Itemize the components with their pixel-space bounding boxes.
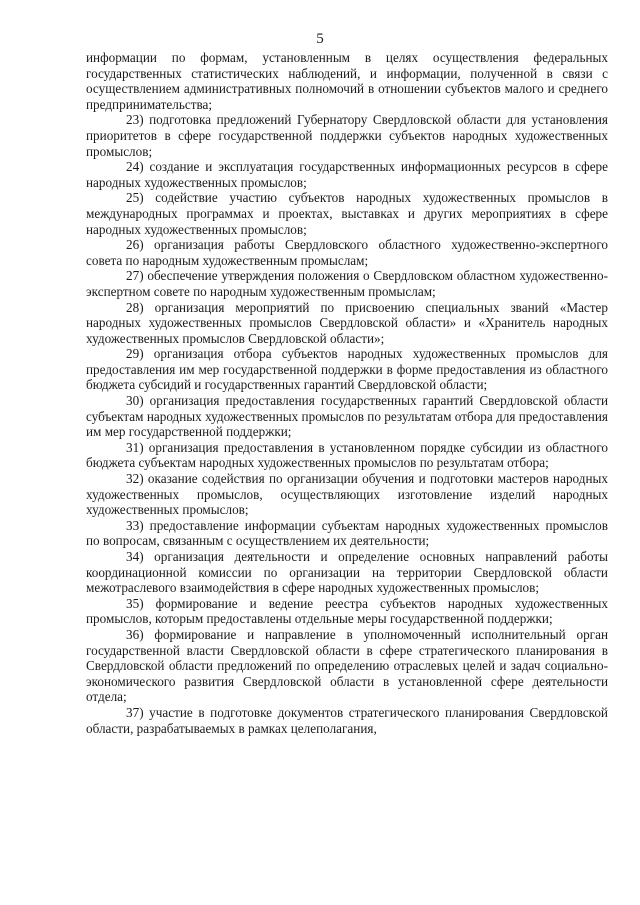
list-item-35: 35) формирование и ведение реестра субъектов народных художественных промыслов, которым предоставлены отдельные меры государственной поддержки; <box>86 595 608 627</box>
list-item-24: 24) создание и эксплуатация государственных информационных ресурсов в сфере народных художественных промыслов; <box>86 159 608 190</box>
list-item-29: 29) организация отбора субъектов народных художественных промыслов для предоставления им мер государственной поддержки в форме предоставления из областного бюджета субсидий и государственных гарантий Свердловской области; <box>86 346 608 393</box>
list-item-25: 25) содействие участию субъектов народных художественных промыслов в международных программах и проектах, выставках и других мероприятиях в сфере народных художественных промыслов; <box>86 190 608 237</box>
list-item-27: 27) обеспечение утверждения положения о Свердловском областном художественно-экспертном совете по народным художественным промыслам; <box>86 268 608 299</box>
list-item-31: 31) организация предоставления в установленном порядке субсидии из областного бюджета субъектам народных художественных промыслов по результатам отбора; <box>86 439 608 471</box>
list-item-26: 26) организация работы Свердловского областного художественно-экспертного совета по народным художественным промыслам; <box>86 237 608 268</box>
document-body <box>86 50 608 736</box>
list-item-30: 30) организация предоставления государственных гарантий Свердловской области субъектам народных художественных промыслов по результатам отбора для предоставления им мер государственной поддержки; <box>86 393 608 440</box>
list-item-23: 23) подготовка предложений Губернатору Свердловской области для установления приоритетов в сфере государственной поддержки субъектов народных художественных промыслов; <box>86 112 608 159</box>
page-number: 5 <box>316 31 324 47</box>
list-item-34: 34) организация деятельности и определение основных направлений работы координационной комиссии по организации на территории Свердловской области межотраслевого взаимодействия в сфере народных художественных промыслов; <box>86 549 608 596</box>
list-item-37: 37) участие в подготовке документов стратегического планирования Свердловской области, разрабатываемых в рамках целеполагания, <box>86 704 608 736</box>
list-item-32: 32) оказание содействия по организации обучения и подготовки мастеров народных художественных промыслов, осуществляющих изготовление изделий народных художественных промыслов; <box>86 471 608 518</box>
paragraph-continuation: информации по формам, установленным в целях осуществления федеральных государственных статистических наблюдений, и информации, полученной в связи с осуществлением административных полномочий в отношении субъектов малого и среднего предпринимательства; <box>86 50 608 112</box>
list-item-28: 28) организация мероприятий по присвоению специальных званий «Мастер народных художественных промыслов Свердловской области» и «Хранитель народных художественных промыслов Свердловской области»; <box>86 299 608 346</box>
list-item-36: 36) формирование и направление в уполномоченный исполнительный орган государственной власти Свердловской области в сфере стратегического планирования в Свердловской области предложений по определению отраслевых целей и задач социально-экономического развития Свердловской области в установленной сфере деятельности отдела; <box>86 626 608 705</box>
list-item-33: 33) предоставление информации субъектам народных художественных промыслов по вопросам, связанным с осуществлением их деятельности; <box>86 517 608 549</box>
